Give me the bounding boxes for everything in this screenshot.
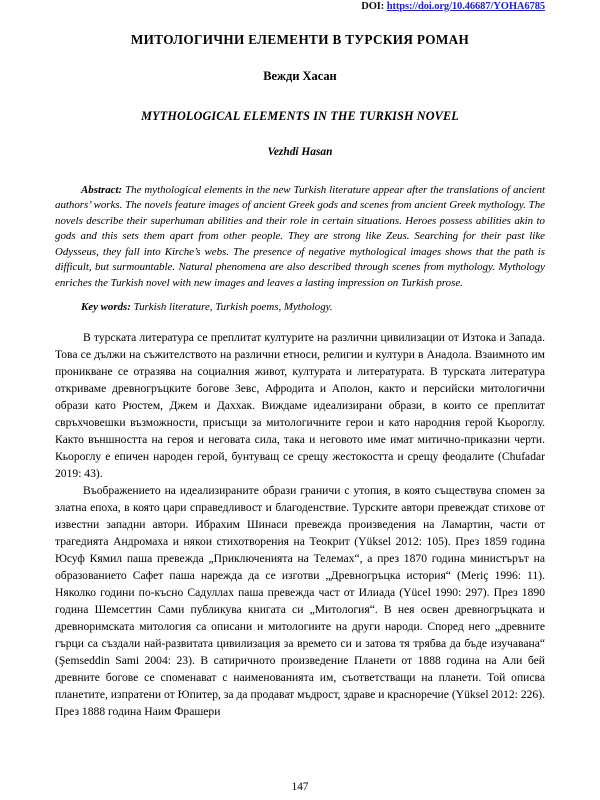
keywords-text: Turkish literature, Turkish poems, Mythology. xyxy=(130,301,333,314)
body-paragraph-1: В турската литература се преплитат културите на различни цивилизации от Изтока и Запада. Това се дължи на съжителството на различни етноси, религии и култури в Анадола. Взаимното им проникване се отразява на социалния живот, културата и литературата. В турската литература откриваме древногръцките богове Зевс, Афродита и Аполон, както и персийски митологични образи като Рюстем, Джем и Даххак. Виждаме идеализирани образи, в които се преплитат свръхчовешки възможности, присъщи за митологичните герои и като народния герой Кьороглу. Както външността на героя и неговата сила, така и неговото име имат митично-приказни черти. Кьороглу е епичен народен герой, бунтуващ се срещу жестокостта и срещу феодалите (Chufadar 2019: 43). xyxy=(55,330,545,480)
doi-header xyxy=(55,0,545,12)
page-number: 147 xyxy=(291,781,309,793)
doi-link[interactable]: https://doi.org/10.46687/YOHA6785 xyxy=(386,1,545,12)
abstract-text: The mythological elements in the new Turkish literature appear after the translations of ancient authors’ works. The novels feature images of ancient Greek gods and scenes from ancient Greek mythology. The novels describe their superhuman abilities and their role in certain situations. Heroes possess abilities akin to gods and this sets them apart from other people. They are strong like Zeus. Searching for their past like Odysseus, they fall into Kirche’s webs. The presence of negative mythological images shows that the path is difficult, but surmountable. Natural phenomena are also described through scenes from mythology. Mythology enriches the Turkish novel with new images and leaves a lasting impression on Turkish prose. xyxy=(55,184,545,289)
abstract-paragraph xyxy=(55,183,545,291)
doi-label: DOI: xyxy=(361,1,385,12)
author-name-bulgarian: Вежди Хасан xyxy=(263,69,337,83)
author-name-english: Vezhdi Hasan xyxy=(267,146,333,158)
keywords-label: Key words: xyxy=(81,301,131,314)
keywords-paragraph xyxy=(55,300,545,315)
page-title-bulgarian: МИТОЛОГИЧНИ ЕЛЕМЕНТИ В ТУРСКИЯ РОМАН xyxy=(130,32,470,47)
body-paragraph-2: Въображението на идеализираните образи граничи с утопия, в която съществува спомен за златна епоха, в която цари справедливост и благоденствие. Турските автори превеждат стихове от известни западни автори. Ибрахим Шинаси превежда произведения на Ламартин, части от трагедията Андромаха и някои стихотворения на Теокрит (Yüksel 2012: 105). През 1859 година Юсуф Кямил паша превежда „Приключенията на Телемах“, а през 1870 година министърът на образованието Сафет паша нарежда да се изготви „Древногръцка история“ (Meriç 1996: 11). Няколко години по-късно Садуллах паша превежда част от Илиада (Yücel 1990: 297). През 1890 година Шемсеттин Сами публикува книгата си „Митология“. В нея освен древногръцката и древноримската митология са описани и митологиите на други народи. Според него „древните гърци са създали най-развитата цивилизация за времето си и затова тя трябва да бъде изучавана“ (Şemseddin Sami 2004: 23). В сатиричното произведение Планети от 1888 година на Али бей древните богове се споменават с наименованията им, съответстващи на планети. Той описва планетите, изпратени от Юпитер, за да продават мъдрост, здраве и красноречие (Yüksel 2012: 226). През 1888 година Наим Фрашери xyxy=(55,483,545,718)
abstract-label: Abstract: xyxy=(81,184,123,196)
page-title-english: MYTHOLOGICAL ELEMENTS IN THE TURKISH NOVEL xyxy=(141,109,459,123)
